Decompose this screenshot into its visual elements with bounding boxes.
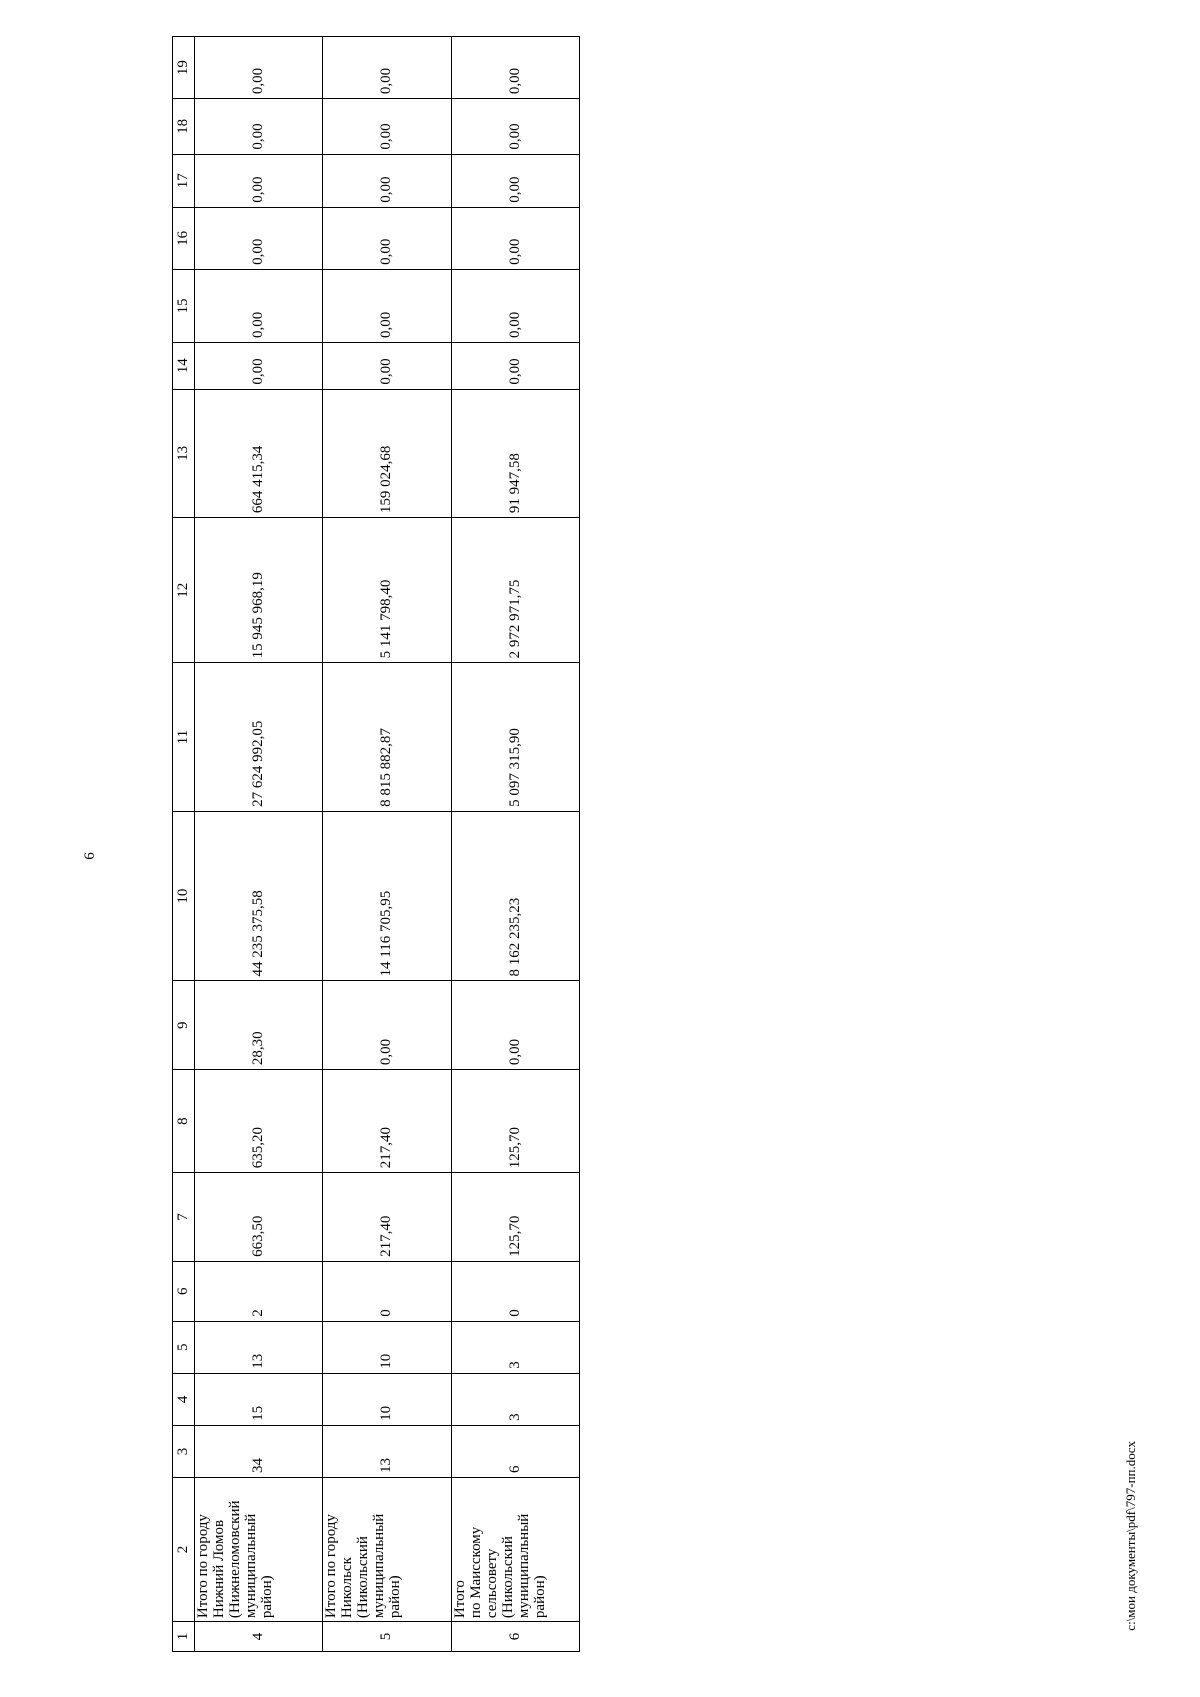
cell: 663,50 bbox=[194, 1173, 322, 1262]
cell: 3 bbox=[451, 1373, 579, 1425]
column-header: 5 bbox=[173, 1321, 195, 1373]
cell: 0,00 bbox=[323, 207, 451, 269]
cell: 0,00 bbox=[194, 343, 322, 390]
footer-file-path-text: c:\мои документы\pdf\797-пп.docx bbox=[1123, 1441, 1138, 1631]
cell: 0,00 bbox=[451, 207, 579, 269]
row-number: 6 bbox=[451, 1622, 579, 1652]
column-header: 1 bbox=[173, 1622, 195, 1652]
cell: 0 bbox=[323, 1261, 451, 1321]
table-row bbox=[194, 37, 322, 1652]
cell: 10 bbox=[323, 1321, 451, 1373]
cell: 28,30 bbox=[194, 981, 322, 1070]
cell: 5 097 315,90 bbox=[451, 663, 579, 812]
cell: 13 bbox=[323, 1425, 451, 1477]
data-table bbox=[172, 36, 580, 1652]
cell: 0,00 bbox=[194, 99, 322, 154]
row-name-line: Итого по городу bbox=[194, 1514, 211, 1619]
cell: 44 235 375,58 bbox=[194, 811, 322, 981]
cell: 217,40 bbox=[323, 1070, 451, 1173]
row-number: 5 bbox=[323, 1622, 451, 1652]
cell: 2 bbox=[194, 1261, 322, 1321]
row-name-line: Нижний Ломов bbox=[210, 1519, 227, 1619]
row-name bbox=[451, 1477, 579, 1621]
column-header: 7 bbox=[173, 1173, 195, 1262]
row-name-line: муниципальный bbox=[371, 1513, 388, 1619]
row-name-line: по Маисскому bbox=[467, 1526, 484, 1619]
table-row bbox=[323, 37, 451, 1652]
row-name bbox=[323, 1477, 451, 1621]
row-name-line: район) bbox=[258, 1575, 275, 1619]
cell: 635,20 bbox=[194, 1070, 322, 1173]
table-header-row bbox=[173, 37, 195, 1652]
cell: 14 116 705,95 bbox=[323, 811, 451, 981]
row-name-line: (Никольский bbox=[499, 1536, 516, 1619]
column-header: 8 bbox=[173, 1070, 195, 1173]
table-row bbox=[451, 37, 579, 1652]
cell: 27 624 992,05 bbox=[194, 663, 322, 812]
cell: 5 141 798,40 bbox=[323, 518, 451, 663]
cell: 0,00 bbox=[194, 269, 322, 342]
column-header: 13 bbox=[173, 389, 195, 518]
rotated-table-container bbox=[172, 36, 580, 1652]
column-header: 4 bbox=[173, 1373, 195, 1425]
cell: 0,00 bbox=[451, 343, 579, 390]
column-header: 15 bbox=[173, 269, 195, 342]
row-name-line: Итого bbox=[451, 1580, 468, 1619]
row-name-line: Никольск bbox=[339, 1557, 356, 1619]
column-header: 17 bbox=[173, 154, 195, 207]
column-header: 18 bbox=[173, 99, 195, 154]
cell: 217,40 bbox=[323, 1173, 451, 1262]
row-name-line: муниципальный bbox=[515, 1513, 532, 1619]
row-name bbox=[194, 1477, 322, 1621]
column-header: 16 bbox=[173, 207, 195, 269]
column-header: 12 bbox=[173, 518, 195, 663]
cell: 8 815 882,87 bbox=[323, 663, 451, 812]
cell: 159 024,68 bbox=[323, 389, 451, 518]
cell: 125,70 bbox=[451, 1070, 579, 1173]
column-header: 2 bbox=[173, 1477, 195, 1621]
row-name-line: Итого по городу bbox=[323, 1514, 340, 1619]
cell: 0,00 bbox=[323, 37, 451, 99]
column-header: 19 bbox=[173, 37, 195, 99]
cell: 0,00 bbox=[194, 37, 322, 99]
row-name-line: сельсовету bbox=[483, 1548, 500, 1619]
cell: 0,00 bbox=[451, 154, 579, 207]
cell: 0,00 bbox=[194, 207, 322, 269]
cell: 664 415,34 bbox=[194, 389, 322, 518]
row-name-line: район) bbox=[531, 1575, 548, 1619]
cell: 0,00 bbox=[323, 343, 451, 390]
cell: 0,00 bbox=[451, 981, 579, 1070]
cell: 15 945 968,19 bbox=[194, 518, 322, 663]
cell: 10 bbox=[323, 1373, 451, 1425]
row-number: 4 bbox=[194, 1622, 322, 1652]
cell: 0,00 bbox=[323, 99, 451, 154]
row-name-line: муниципальный bbox=[242, 1513, 259, 1619]
column-header: 11 bbox=[173, 663, 195, 812]
row-name-line: (Нижнеломовский bbox=[226, 1500, 243, 1619]
cell: 2 972 971,75 bbox=[451, 518, 579, 663]
cell: 15 bbox=[194, 1373, 322, 1425]
cell: 91 947,58 bbox=[451, 389, 579, 518]
cell: 0,00 bbox=[323, 154, 451, 207]
cell: 0 bbox=[451, 1261, 579, 1321]
column-header: 9 bbox=[173, 981, 195, 1070]
column-header: 3 bbox=[173, 1425, 195, 1477]
cell: 34 bbox=[194, 1425, 322, 1477]
cell: 6 bbox=[451, 1425, 579, 1477]
column-header: 10 bbox=[173, 811, 195, 981]
cell: 0,00 bbox=[323, 269, 451, 342]
cell: 0,00 bbox=[194, 154, 322, 207]
cell: 0,00 bbox=[451, 99, 579, 154]
cell: 0,00 bbox=[323, 981, 451, 1070]
row-name-line: район) bbox=[387, 1575, 404, 1619]
cell: 125,70 bbox=[451, 1173, 579, 1262]
row-name-line: (Никольский bbox=[355, 1536, 372, 1619]
page-number: 6 bbox=[81, 852, 98, 860]
cell: 3 bbox=[451, 1321, 579, 1373]
column-header: 6 bbox=[173, 1261, 195, 1321]
cell: 0,00 bbox=[451, 37, 579, 99]
column-header: 14 bbox=[173, 343, 195, 390]
cell: 0,00 bbox=[451, 269, 579, 342]
cell: 13 bbox=[194, 1321, 322, 1373]
cell: 8 162 235,23 bbox=[451, 811, 579, 981]
